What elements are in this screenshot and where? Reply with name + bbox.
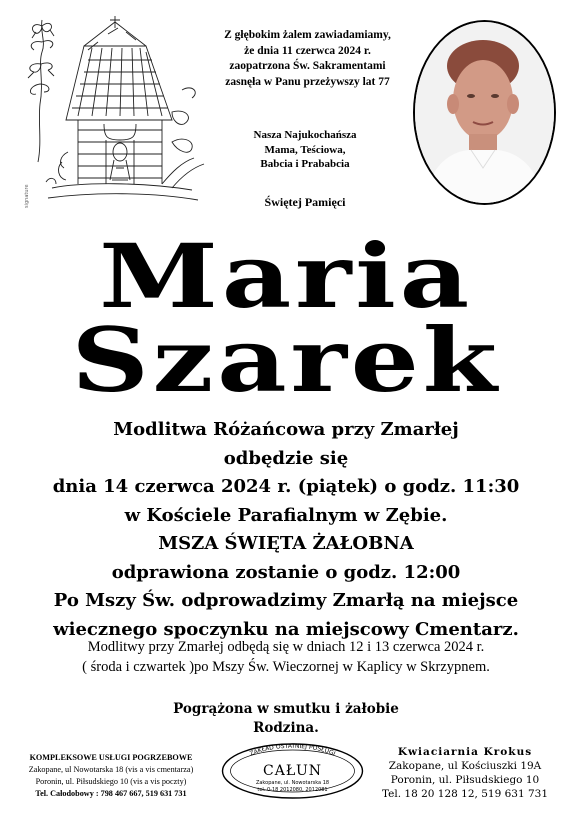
florist-info [360, 745, 570, 801]
in-memory-label: Świętej Pamięci [264, 195, 346, 209]
deceased-last-name: Szarek [71, 308, 501, 412]
logo-top-text: ZAKŁAD OSTATNIEJ POSŁUGI [248, 742, 337, 758]
announcement-intro [205, 28, 410, 90]
family-relation [225, 128, 385, 172]
florist-address: Poronin, ul. Piłsudskiego 10 [390, 774, 540, 786]
family-line: Babcia i Prababcia [260, 158, 350, 170]
ceremony-line: w Kościele Parafialnym w Zębie. [124, 504, 448, 526]
prayer-line: ( środa i czwartek )po Mszy Św. Wieczornej w Kaplicy w Skrzypnem. [82, 659, 490, 675]
funeral-home-title: KOMPLEKSOWE USŁUGI POGRZEBOWE [29, 753, 193, 762]
mourning-signature [10, 700, 562, 738]
prayer-line: Modlitwy przy Zmarłej odbędą się w dniach 12 i 13 czerwca 2024 r. [87, 639, 485, 655]
funeral-home-address: Zakopane, ul Nowotarska 18 (vis a vis cmentarza) [28, 765, 194, 774]
florist-title: Kwiaciarnia Krokus [397, 746, 533, 758]
family-line: Mama, Teściowa, [264, 143, 346, 156]
logo-phone: tel. 0-18 2012080, 2012081 [257, 787, 328, 793]
intro-line: zasnęła w Panu przeżywszy lat 77 [225, 75, 390, 88]
chapel-walls [78, 120, 162, 184]
florist-phone: Tel. 18 20 128 12, 519 631 731 [381, 788, 549, 800]
funeral-home-info [6, 752, 216, 800]
ceremony-details [10, 416, 562, 644]
mourning-line: Rodzina. [253, 720, 319, 736]
ceremony-line: MSZA ŚWIĘTA ŻAŁOBNA [158, 533, 414, 554]
mourning-line: Pogrążona w smutku i żałobie [173, 701, 399, 717]
florist-address: Zakopane, ul Kościuszki 19A [388, 760, 542, 772]
chapel-roof [66, 16, 172, 120]
logo-name: CAŁUN [263, 763, 322, 779]
ceremony-line: odprawiona zostanie o godz. 12:00 [111, 561, 461, 583]
logo-address: Zakopane, ul. Nowotarska 18 [255, 780, 330, 786]
ceremony-line: odbędzie się [223, 447, 349, 469]
ceremony-line: Po Mszy Św. odprowadzimy Zmarłą na miejsce [53, 590, 519, 611]
intro-line: że dnia 11 czerwca 2024 r. [244, 44, 371, 57]
funeral-home-phone: Tel. Całodobowy : 798 467 667, 519 631 731 [35, 789, 187, 798]
ceremony-line: Modlitwa Różańcowa przy Zmarłej [113, 419, 459, 440]
ceremony-line: wiecznego spoczynku na miejscowy Cmentarz. [53, 618, 519, 640]
ornament-left [28, 20, 54, 162]
calun-logo [220, 742, 365, 800]
portrait-image [415, 22, 554, 203]
intro-line: Z głębokim żalem zawiadamiamy, [224, 29, 391, 41]
chapel-illustration [22, 12, 212, 210]
intro-line: zaopatrzona Św. Sakramentami [229, 60, 386, 72]
funeral-home-address: Poronin, ul. Piłsudskiego 10 (vis a vis poczty) [35, 777, 187, 786]
family-line: Nasza Najukochańsza [253, 129, 357, 141]
artist-signature: signature [24, 184, 30, 208]
ceremony-line: dnia 14 czerwca 2024 r. (piątek) o godz. 11:30 [52, 476, 520, 497]
deceased-first-name: Maria [99, 224, 473, 328]
prayer-schedule [10, 637, 562, 677]
deceased-portrait [413, 20, 556, 205]
